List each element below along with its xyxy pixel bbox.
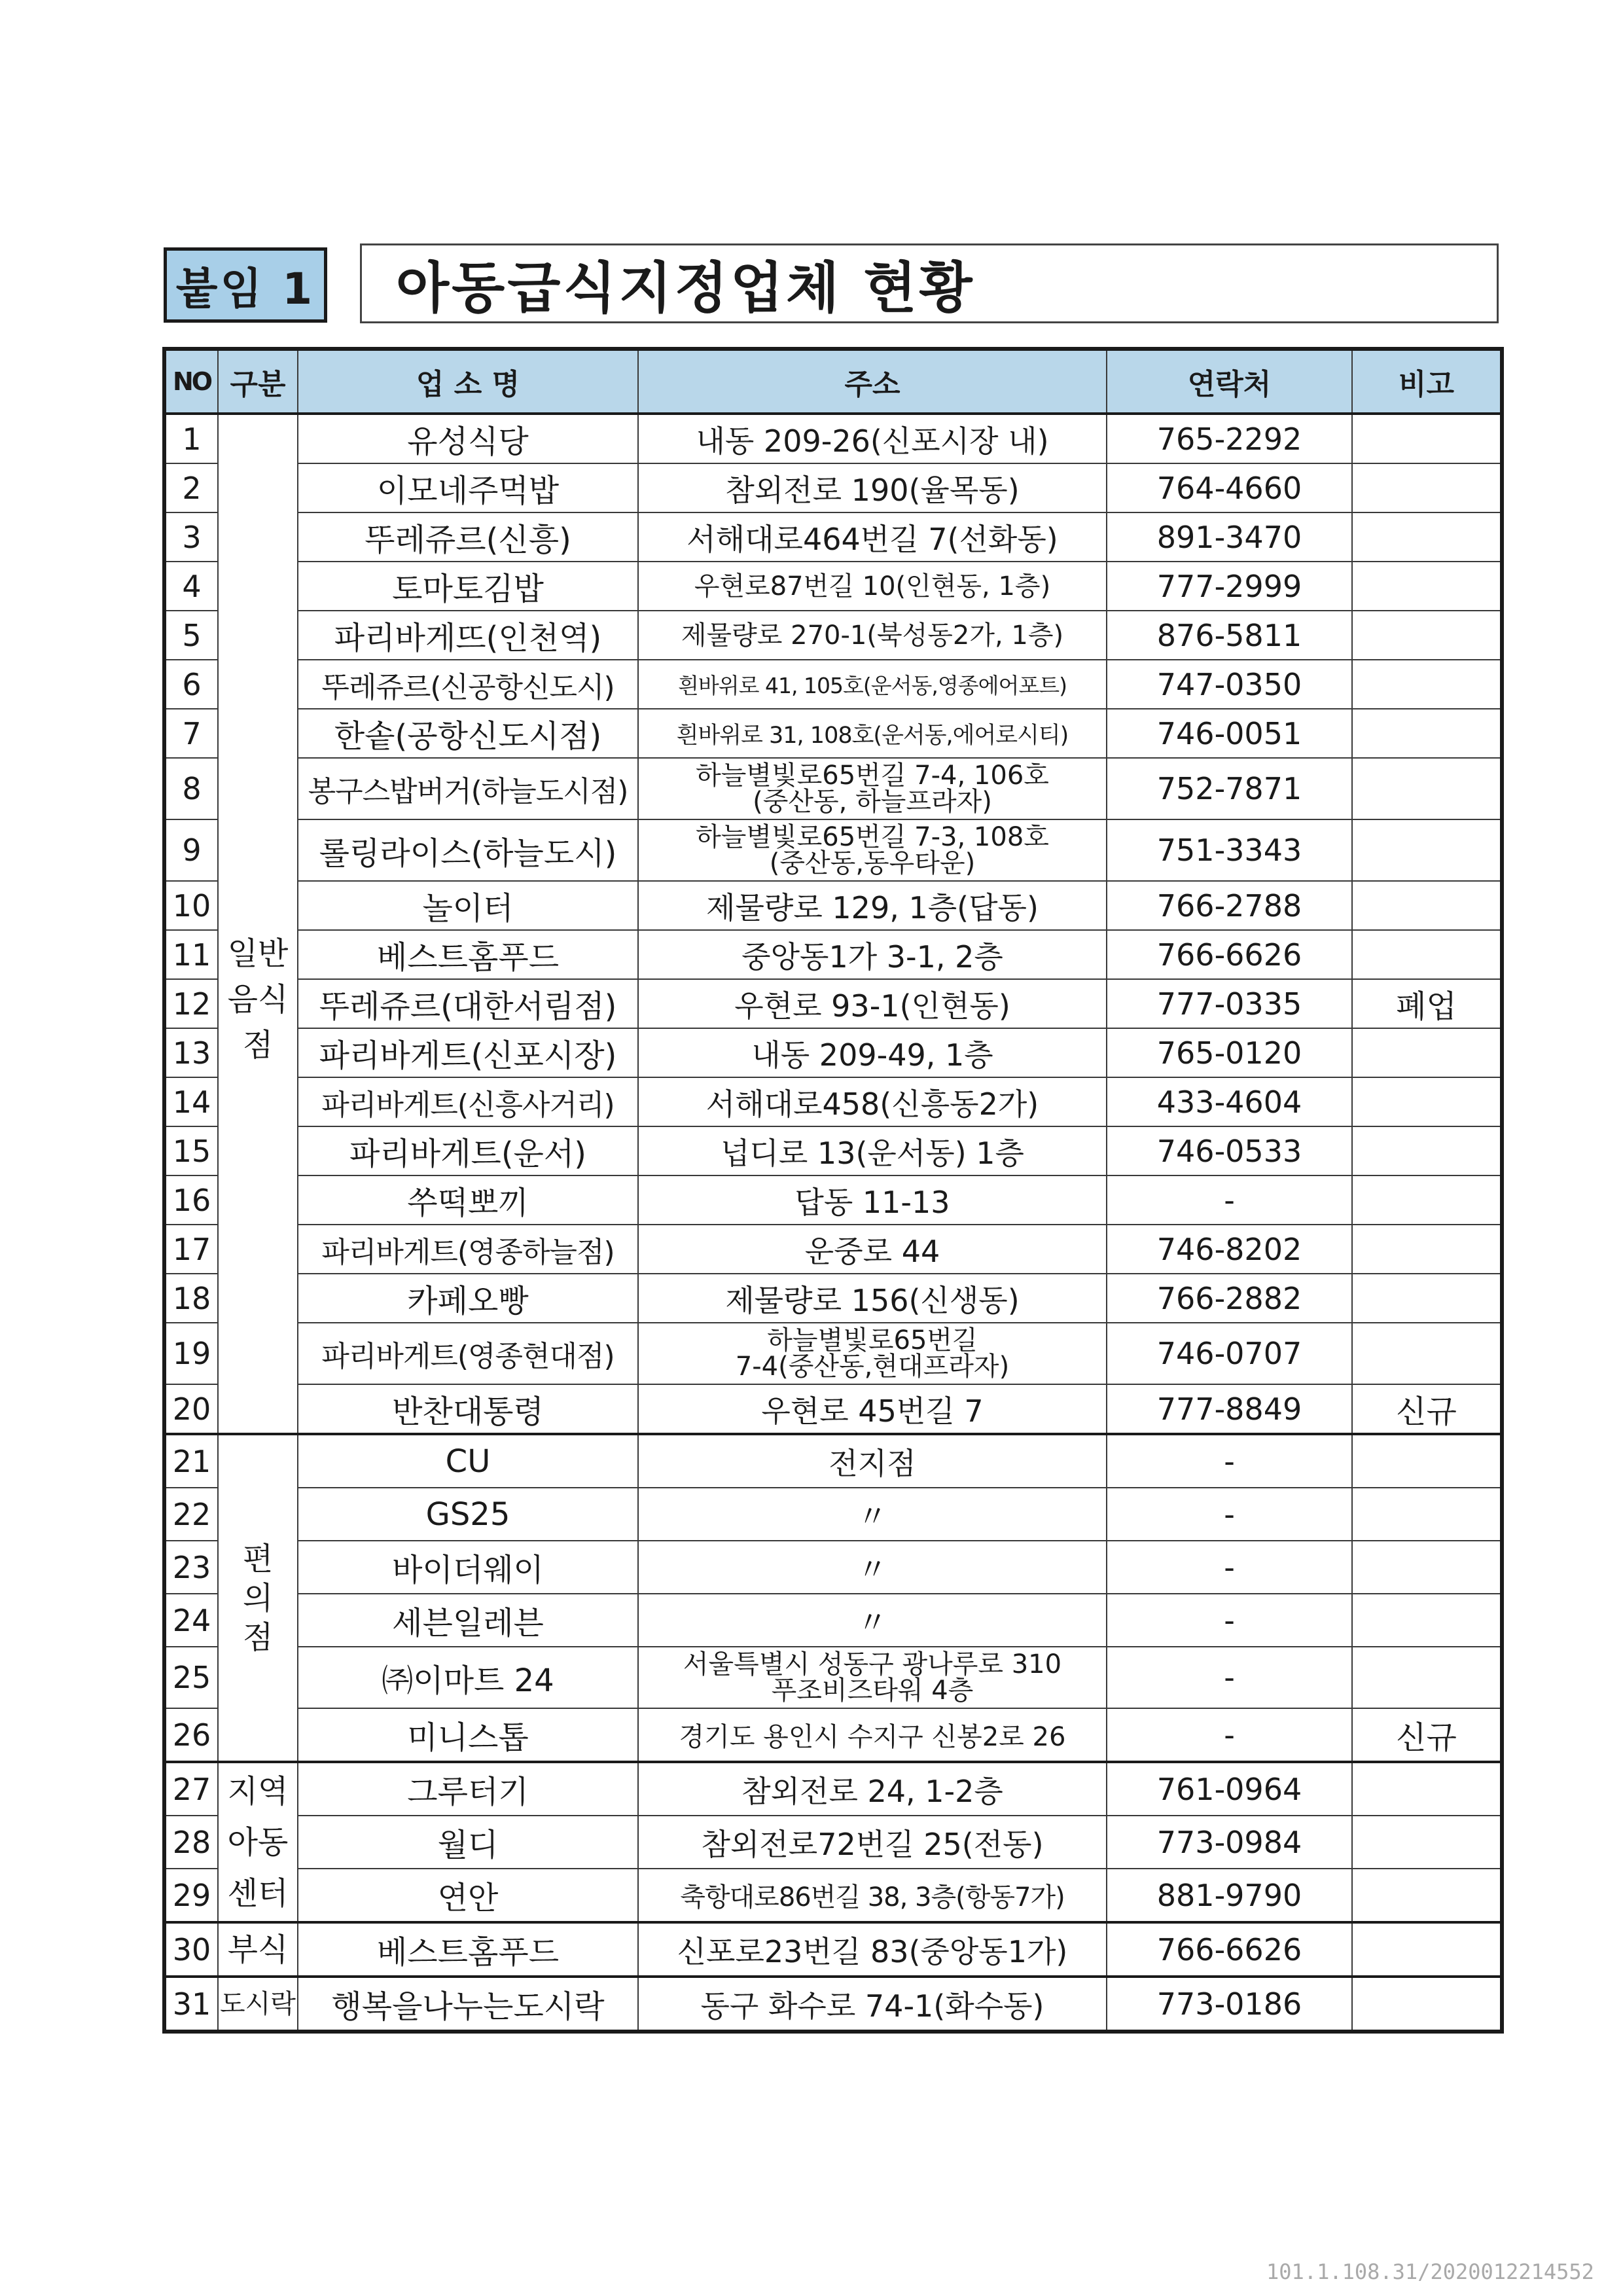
row-no: 29: [164, 1869, 218, 1922]
vendor-name: 베스트홈푸드: [298, 930, 638, 979]
address-line-2: 7-4(중산동,현대프라자): [735, 1352, 1010, 1382]
table-row: [164, 1077, 1502, 1126]
vendor-name: 파리바게트(운서): [298, 1126, 638, 1175]
vendor-note: [1352, 819, 1502, 881]
table-row: [164, 709, 1502, 758]
table-row: [164, 1922, 1502, 1977]
row-no: 19: [164, 1323, 218, 1384]
vendor-address: 내동 209-49, 1층: [638, 1028, 1107, 1077]
vendor-note: [1352, 1647, 1502, 1708]
vendor-phone: 751-3343: [1107, 819, 1352, 881]
vendor-phone: 766-2882: [1107, 1274, 1352, 1323]
vendor-address: 제물량로 156(신생동): [638, 1274, 1107, 1323]
vendor-note: [1352, 660, 1502, 709]
vendor-address: 참외전로72번길 25(전동): [638, 1816, 1107, 1869]
vendor-address: 흰바위로 41, 105호(운서동,영종에어포트): [638, 660, 1107, 709]
row-no: 9: [164, 819, 218, 881]
category-lunchbox: 도시락: [218, 1977, 298, 2032]
vendor-name: 토마토김밥: [298, 562, 638, 611]
vendor-phone: 881-9790: [1107, 1869, 1352, 1922]
vendor-name: 유성식당: [298, 414, 638, 463]
vendor-address: 우현로 45번길 7: [638, 1384, 1107, 1434]
vendor-address: 제물량로 270-1(북성동2가, 1층): [638, 611, 1107, 660]
vendor-note: [1352, 930, 1502, 979]
vendor-note-new: 신규: [1352, 1384, 1502, 1434]
table-row: [164, 1488, 1502, 1541]
vendor-note: [1352, 1175, 1502, 1225]
row-no: 26: [164, 1708, 218, 1762]
address-line-1: 서울특별시 성동구 광나루로 310: [683, 1649, 1062, 1679]
vendor-name: 뚜레쥬르(대한서림점): [298, 979, 638, 1028]
vendor-address: 〃: [638, 1541, 1107, 1594]
address-line-2: (중산동, 하늘프라자): [753, 787, 992, 817]
vendor-phone: -: [1107, 1647, 1352, 1708]
vendor-address: 중앙동1가 3-1, 2층: [638, 930, 1107, 979]
table-row: [164, 1323, 1502, 1384]
vendor-note: [1352, 709, 1502, 758]
address-line-1: 하늘별빛로65번길: [767, 1325, 978, 1355]
table-row: [164, 1541, 1502, 1594]
vendor-address: 축항대로86번길 38, 3층(항동7가): [638, 1869, 1107, 1922]
vendor-note: [1352, 1323, 1502, 1384]
table-row: [164, 979, 1502, 1028]
col-header-category: 구분: [218, 349, 298, 414]
category-general: 일반 음식 점: [218, 414, 298, 1434]
vendor-note: [1352, 1434, 1502, 1488]
vendor-name: 뚜레쥬르(신공항신도시): [298, 660, 638, 709]
vendor-phone: 891-3470: [1107, 512, 1352, 562]
vendor-note: [1352, 1922, 1502, 1977]
row-no: 30: [164, 1922, 218, 1977]
vendor-name: 파리바게트(신포시장): [298, 1028, 638, 1077]
vendor-address: 서해대로464번길 7(선화동): [638, 512, 1107, 562]
table-row: [164, 1869, 1502, 1922]
vendor-name: 카페오빵: [298, 1274, 638, 1323]
vendor-address: 동구 화수로 74-1(화수동): [638, 1977, 1107, 2032]
row-no: 10: [164, 881, 218, 930]
row-no: 1: [164, 414, 218, 463]
vendor-name: 연안: [298, 1869, 638, 1922]
vendor-note: [1352, 414, 1502, 463]
row-no: 7: [164, 709, 218, 758]
vendor-name: 월디: [298, 1816, 638, 1869]
table-row: [164, 1126, 1502, 1175]
vendor-name: 미니스톱: [298, 1708, 638, 1762]
col-header-phone: 연락처: [1107, 349, 1352, 414]
vendor-phone: 761-0964: [1107, 1762, 1352, 1816]
vendor-note: [1352, 1126, 1502, 1175]
table-row: [164, 562, 1502, 611]
address-line-1: 하늘별빛로65번길 7-3, 108호: [696, 822, 1049, 852]
table-row: [164, 660, 1502, 709]
row-no: 31: [164, 1977, 218, 2032]
vendor-note: [1352, 758, 1502, 819]
row-no: 16: [164, 1175, 218, 1225]
vendor-address: 흰바위로 31, 108호(운서동,에어로시티): [638, 709, 1107, 758]
vendor-address: 넙디로 13(운서동) 1층: [638, 1126, 1107, 1175]
row-no: 25: [164, 1647, 218, 1708]
vendor-phone: 766-2788: [1107, 881, 1352, 930]
vendor-phone: -: [1107, 1708, 1352, 1762]
table-row: [164, 1647, 1502, 1708]
row-no: 2: [164, 463, 218, 512]
vendor-address: 답동 11-13: [638, 1175, 1107, 1225]
vendor-name: 그루터기: [298, 1762, 638, 1816]
vendor-phone: 773-0186: [1107, 1977, 1352, 2032]
vendor-address: 제물량로 129, 1층(답동): [638, 881, 1107, 930]
row-no: 21: [164, 1434, 218, 1488]
vendor-table: [162, 347, 1504, 2034]
table-row: [164, 819, 1502, 881]
vendor-phone: -: [1107, 1594, 1352, 1647]
vendor-note: [1352, 1077, 1502, 1126]
vendor-phone: 766-6626: [1107, 1922, 1352, 1977]
vendor-name: ㈜이마트 24: [298, 1647, 638, 1708]
vendor-address: 운중로 44: [638, 1225, 1107, 1274]
row-no: 18: [164, 1274, 218, 1323]
row-no: 4: [164, 562, 218, 611]
vendor-name: 쑤떡뽀끼: [298, 1175, 638, 1225]
vendor-name: 파리바게트(신흥사거리): [298, 1077, 638, 1126]
vendor-name: 세븐일레븐: [298, 1594, 638, 1647]
table-row: [164, 1977, 1502, 2032]
row-no: 8: [164, 758, 218, 819]
vendor-note-closed: 폐업: [1352, 979, 1502, 1028]
vendor-address: 〃: [638, 1594, 1107, 1647]
vendor-address: [638, 1647, 1107, 1708]
vendor-phone: -: [1107, 1434, 1352, 1488]
row-no: 20: [164, 1384, 218, 1434]
table-row: [164, 463, 1502, 512]
table-row: [164, 1762, 1502, 1816]
category-child-center: 지역 아동 센터: [218, 1762, 298, 1922]
vendor-address: 서해대로458(신흥동2가): [638, 1077, 1107, 1126]
table-row: [164, 512, 1502, 562]
vendor-address: 전지점: [638, 1434, 1107, 1488]
vendor-note: [1352, 512, 1502, 562]
category-side-dish: 부식: [218, 1922, 298, 1977]
row-no: 11: [164, 930, 218, 979]
vendor-address: 〃: [638, 1488, 1107, 1541]
vendor-name: 놀이터: [298, 881, 638, 930]
vendor-phone: 746-0707: [1107, 1323, 1352, 1384]
vendor-phone: 777-8849: [1107, 1384, 1352, 1434]
vendor-phone: 777-0335: [1107, 979, 1352, 1028]
vendor-name: 베스트홈푸드: [298, 1922, 638, 1977]
row-no: 27: [164, 1762, 218, 1816]
vendor-note: [1352, 881, 1502, 930]
page-title: 아동급식지정업체 현황: [360, 243, 1499, 323]
row-no: 3: [164, 512, 218, 562]
vendor-address: 참외전로 190(율목동): [638, 463, 1107, 512]
row-no: 14: [164, 1077, 218, 1126]
vendor-phone: 764-4660: [1107, 463, 1352, 512]
vendor-name: 파리바게뜨(인천역): [298, 611, 638, 660]
vendor-phone: 433-4604: [1107, 1077, 1352, 1126]
vendor-note-new: 신규: [1352, 1708, 1502, 1762]
address-line-2: (중산동,동우타운): [769, 848, 976, 878]
vendor-phone: -: [1107, 1175, 1352, 1225]
table-row: [164, 1274, 1502, 1323]
row-no: 23: [164, 1541, 218, 1594]
vendor-note: [1352, 1274, 1502, 1323]
vendor-name: 봉구스밥버거(하늘도시점): [298, 758, 638, 819]
row-no: 12: [164, 979, 218, 1028]
col-header-no: NO: [164, 349, 218, 414]
table-row: [164, 1708, 1502, 1762]
row-no: 24: [164, 1594, 218, 1647]
row-no: 13: [164, 1028, 218, 1077]
vendor-name: 행복을나누는도시락: [298, 1977, 638, 2032]
vendor-name: 파리바게트(영종하늘점): [298, 1225, 638, 1274]
vendor-address: 참외전로 24, 1-2층: [638, 1762, 1107, 1816]
col-header-address: 주소: [638, 349, 1107, 414]
vendor-phone: 765-2292: [1107, 414, 1352, 463]
table-row: [164, 1434, 1502, 1488]
print-stamp: 101.1.108.31/2020012214552: [1266, 2259, 1594, 2284]
row-no: 15: [164, 1126, 218, 1175]
vendor-name: 바이더웨이: [298, 1541, 638, 1594]
vendor-address: 내동 209-26(신포시장 내): [638, 414, 1107, 463]
category-convenience: 편 의 점: [218, 1434, 298, 1762]
vendor-address: [638, 758, 1107, 819]
vendor-name: 파리바게트(영종현대점): [298, 1323, 638, 1384]
col-header-note: 비고: [1352, 349, 1502, 414]
vendor-address: 우현로87번길 10(인현동, 1층): [638, 562, 1107, 611]
vendor-name: 롤링라이스(하늘도시): [298, 819, 638, 881]
vendor-phone: -: [1107, 1488, 1352, 1541]
vendor-address: 우현로 93-1(인현동): [638, 979, 1107, 1028]
table-row: [164, 414, 1502, 463]
vendor-phone: 746-8202: [1107, 1225, 1352, 1274]
vendor-note: [1352, 463, 1502, 512]
vendor-note: [1352, 562, 1502, 611]
table-row: [164, 1028, 1502, 1077]
address-line-2: 푸조비즈타워 4층: [771, 1676, 974, 1706]
vendor-phone: 747-0350: [1107, 660, 1352, 709]
vendor-phone: -: [1107, 1541, 1352, 1594]
vendor-note: [1352, 1762, 1502, 1816]
vendor-phone: 766-6626: [1107, 930, 1352, 979]
table-row: [164, 1594, 1502, 1647]
table-row: [164, 1225, 1502, 1274]
table-row: [164, 881, 1502, 930]
vendor-name: CU: [298, 1434, 638, 1488]
vendor-name: GS25: [298, 1488, 638, 1541]
vendor-name: 반찬대통령: [298, 1384, 638, 1434]
vendor-name: 한솥(공항신도시점): [298, 709, 638, 758]
vendor-note: [1352, 611, 1502, 660]
vendor-phone: 752-7871: [1107, 758, 1352, 819]
table-row: [164, 1175, 1502, 1225]
vendor-address: 신포로23번길 83(중앙동1가): [638, 1922, 1107, 1977]
address-line-1: 하늘별빛로65번길 7-4, 106호: [696, 761, 1049, 791]
row-no: 6: [164, 660, 218, 709]
table-row: [164, 930, 1502, 979]
vendor-phone: 773-0984: [1107, 1816, 1352, 1869]
vendor-note: [1352, 1816, 1502, 1869]
vendor-address: [638, 819, 1107, 881]
vendor-note: [1352, 1869, 1502, 1922]
vendor-phone: 746-0533: [1107, 1126, 1352, 1175]
row-no: 17: [164, 1225, 218, 1274]
vendor-note: [1352, 1488, 1502, 1541]
table-row: [164, 611, 1502, 660]
attachment-badge: 붙임 1: [164, 247, 327, 323]
vendor-phone: 746-0051: [1107, 709, 1352, 758]
vendor-phone: 777-2999: [1107, 562, 1352, 611]
table-row: [164, 1384, 1502, 1434]
vendor-name: 뚜레쥬르(신흥): [298, 512, 638, 562]
vendor-note: [1352, 1977, 1502, 2032]
vendor-address: 경기도 용인시 수지구 신봉2로 26: [638, 1708, 1107, 1762]
vendor-phone: 765-0120: [1107, 1028, 1352, 1077]
vendor-note: [1352, 1028, 1502, 1077]
row-no: 22: [164, 1488, 218, 1541]
table-row: [164, 758, 1502, 819]
row-no: 28: [164, 1816, 218, 1869]
vendor-note: [1352, 1225, 1502, 1274]
vendor-address: [638, 1323, 1107, 1384]
table-header-row: [164, 349, 1502, 414]
row-no: 5: [164, 611, 218, 660]
vendor-note: [1352, 1594, 1502, 1647]
col-header-name: 업 소 명: [298, 349, 638, 414]
table-row: [164, 1816, 1502, 1869]
vendor-note: [1352, 1541, 1502, 1594]
vendor-name: 이모네주먹밥: [298, 463, 638, 512]
vendor-phone: 876-5811: [1107, 611, 1352, 660]
